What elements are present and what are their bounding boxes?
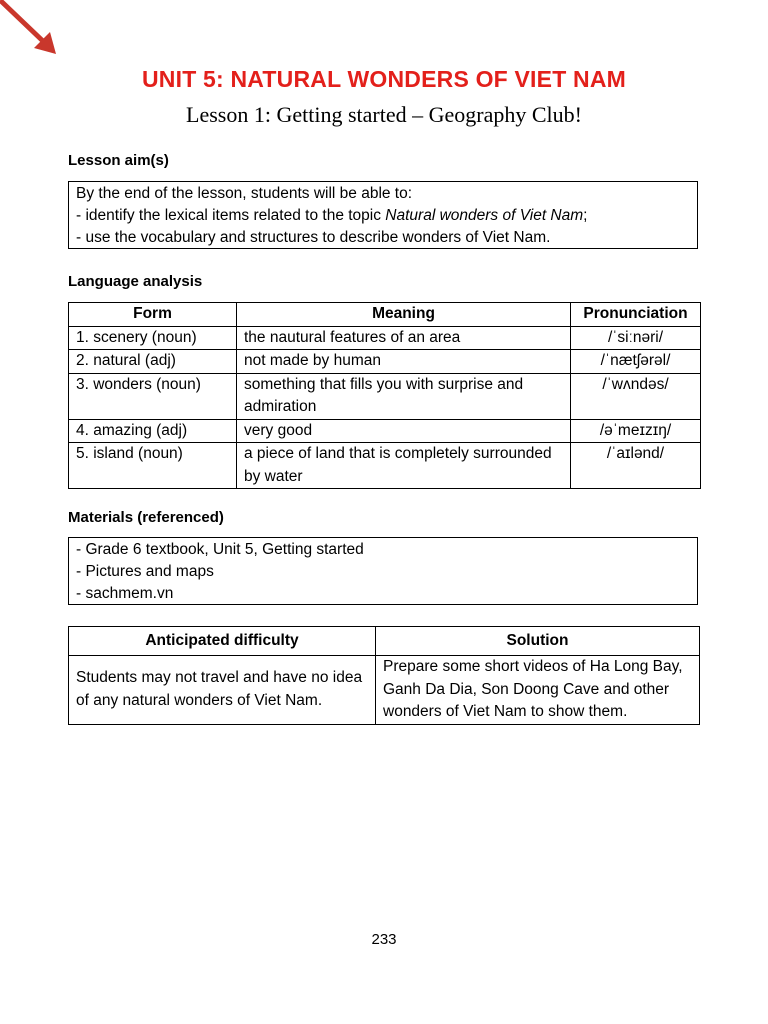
language-analysis-label: Language analysis <box>68 273 203 290</box>
table-header-row <box>69 303 701 327</box>
pronunciation-cell: /əˈmeɪzɪŋ/ <box>571 419 701 443</box>
page-number: 233 <box>371 931 397 948</box>
meaning-cell: very good <box>237 419 571 443</box>
meaning-cell: something that fills you with surprise and admiration <box>237 373 571 419</box>
form-cell: 3. wonders (noun) <box>69 373 237 419</box>
pronunciation-cell: /ˈwʌndəs/ <box>571 373 701 419</box>
aims-intro: By the end of the lesson, students will be able to: <box>76 185 413 202</box>
aim-item-1: - identify the lexical items related to the topic Natural wonders of Viet Nam; <box>76 207 588 224</box>
materials-label: Materials (referenced) <box>68 509 224 526</box>
material-item: - sachmem.vn <box>76 585 174 602</box>
form-cell: 4. amazing (adj) <box>69 419 237 443</box>
form-cell: 2. natural (adj) <box>69 350 237 374</box>
header-pronunciation: Pronunciation <box>571 303 701 327</box>
material-item: - Pictures and maps <box>76 563 214 580</box>
red-arrow-icon <box>0 0 60 60</box>
solution-cell: Prepare some short videos of Ha Long Bay, Ganh Da Dia, Son Doong Cave and other wonders of Viet Nam to show them. <box>376 656 700 725</box>
header-difficulty: Anticipated difficulty <box>69 627 376 656</box>
meaning-cell: the nautural features of an area <box>237 326 571 350</box>
header-meaning: Meaning <box>237 303 571 327</box>
lesson-aims-label: Lesson aim(s) <box>68 152 169 169</box>
meaning-cell: a piece of land that is completely surrounded by water <box>237 443 571 489</box>
table-row <box>69 350 701 374</box>
header-solution: Solution <box>376 627 700 656</box>
material-item: - Grade 6 textbook, Unit 5, Getting started <box>76 541 364 558</box>
table-row <box>69 443 701 489</box>
form-cell: 5. island (noun) <box>69 443 237 489</box>
lesson-title: Lesson 1: Getting started – Geography Club! <box>186 102 582 127</box>
pronunciation-cell: /ˈnætʃərəl/ <box>571 350 701 374</box>
header-form: Form <box>69 303 237 327</box>
difficulty-table <box>68 626 700 725</box>
language-analysis-table <box>68 302 701 489</box>
table-row <box>69 656 700 725</box>
table-row <box>69 326 701 350</box>
form-cell: 1. scenery (noun) <box>69 326 237 350</box>
aim-topic: Natural wonders of Viet Nam <box>385 207 584 224</box>
aim-item-2: - use the vocabulary and structures to describe wonders of Viet Nam. <box>76 229 551 246</box>
meaning-cell: not made by human <box>237 350 571 374</box>
pronunciation-cell: /ˈaɪlənd/ <box>571 443 701 489</box>
pronunciation-cell: /ˈsiːnəri/ <box>571 326 701 350</box>
difficulty-cell: Students may not travel and have no idea of any natural wonders of Viet Nam. <box>69 656 376 725</box>
table-row <box>69 419 701 443</box>
materials-box <box>68 537 698 605</box>
unit-title: UNIT 5: NATURAL WONDERS OF VIET NAM <box>141 66 627 92</box>
lesson-aims-box <box>68 181 698 249</box>
table-row <box>69 373 701 419</box>
difficulty-header-row <box>69 627 700 656</box>
